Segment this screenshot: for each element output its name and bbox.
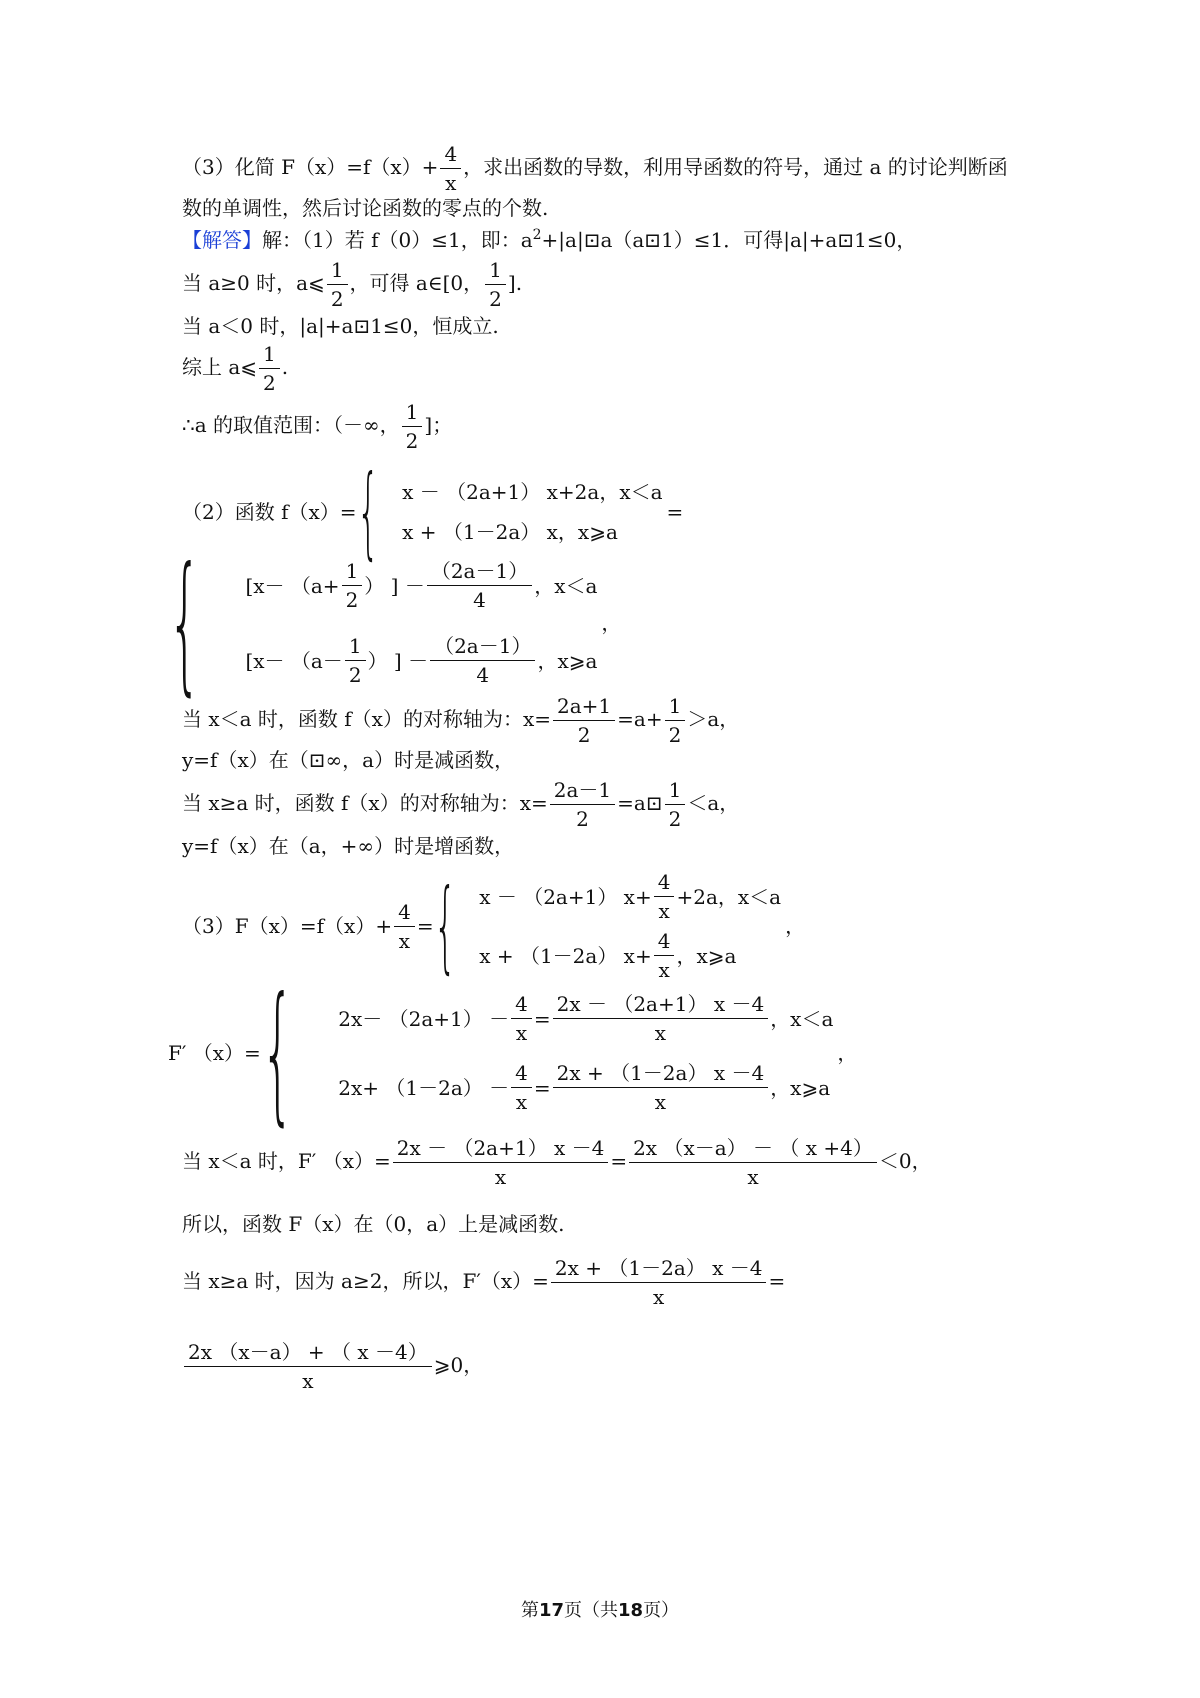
line-14 [182, 1256, 785, 1309]
label: F′ （x）= [168, 1041, 261, 1065]
fraction [342, 559, 363, 612]
text: +2a，x＜a [676, 884, 782, 909]
numerator: 4 [511, 992, 532, 1019]
text: x － （2a+1） x+ [479, 884, 652, 909]
fraction [629, 1136, 877, 1189]
fraction [345, 634, 366, 687]
denominator: x [494, 1165, 507, 1189]
fraction [327, 258, 348, 311]
text: ，x⩾a [537, 648, 598, 673]
page-footer [0, 1596, 1200, 1622]
text: [x－ （a－ [245, 648, 343, 673]
denominator: x [654, 1090, 667, 1114]
equals: = [533, 1075, 551, 1100]
denominator: 2 [577, 723, 591, 747]
denominator: 4 [476, 663, 490, 687]
piecewise-f [182, 453, 684, 570]
line-8 [182, 694, 739, 747]
case-1 [402, 480, 662, 504]
line-12 [182, 1136, 932, 1189]
text: ]； [424, 413, 453, 437]
fraction [550, 778, 615, 831]
text: 当 x≥a 时，函数 f（x）的对称轴为：x= [182, 791, 548, 815]
fraction [553, 1061, 769, 1114]
numerator: 2x － （2a+1） x －4 [553, 992, 769, 1019]
fraction [654, 870, 675, 923]
denominator: 4 [473, 588, 486, 612]
page-number: 17 [538, 1600, 564, 1621]
text: ∴a 的取值范围：（－∞， [182, 413, 400, 437]
text: 页） [643, 1600, 680, 1621]
answer-tag: 【解答】 [182, 228, 262, 252]
piecewise-F-prime [168, 966, 858, 1140]
text: ，x⩾a [770, 1075, 831, 1100]
numerator: 2x + （1－2a） x －4 [553, 1061, 769, 1088]
text: ） ] － [367, 648, 429, 673]
denominator: x [658, 958, 670, 982]
text: +|a|⊡a（a⊡1）≤1．可得|a|+a⊡1≤0， [541, 228, 917, 252]
cases [479, 870, 781, 982]
fraction [402, 400, 423, 453]
denominator: x [515, 1021, 528, 1045]
text: 当 x＜a 时，函数 f（x）的对称轴为：x= [182, 707, 551, 731]
text: 综上 a⩽ [182, 355, 258, 379]
text: 解：（1）若 f（0）≤1，即：a [262, 228, 533, 252]
cases [245, 559, 597, 687]
comma: ， [837, 1041, 858, 1065]
text: 2x+ （1－2a） － [338, 1075, 510, 1100]
text: （3）化简 F（x）=f（x）+ [182, 155, 439, 179]
piecewise-square [168, 536, 622, 710]
equals: = [533, 1006, 551, 1031]
equals: = [416, 914, 434, 938]
line-2: 数的单调性，然后讨论函数的零点的个数. [182, 196, 549, 220]
text: ＜0， [878, 1149, 932, 1173]
denominator: 2 [263, 371, 276, 395]
text: 第 [520, 1600, 539, 1621]
case-2 [245, 634, 597, 687]
text: 页（共 [564, 1600, 618, 1621]
label: （3）F（x）=f（x）+ [182, 914, 393, 938]
numerator: 2a+1 [553, 694, 615, 721]
case-2 [479, 929, 781, 982]
fraction [665, 778, 686, 831]
numerator: 1 [402, 400, 423, 427]
text: [x－ （a+ [245, 573, 340, 598]
page-total: 18 [618, 1600, 644, 1621]
denominator: 2 [330, 287, 344, 311]
line-11: y=f（x）在（a，+∞）时是增函数， [182, 834, 515, 858]
fraction [427, 559, 532, 612]
numerator: 4 [440, 142, 461, 169]
numerator: 1 [345, 634, 366, 661]
numerator: 2x － （2a+1） x －4 [393, 1136, 609, 1163]
line-15 [182, 1340, 483, 1393]
text: =a+ [617, 707, 663, 731]
line-10 [182, 778, 739, 831]
denominator: 2 [345, 588, 359, 612]
fraction [511, 1061, 532, 1114]
text: ＜a， [687, 791, 740, 815]
numerator: 1 [259, 342, 280, 369]
denominator: x [398, 928, 411, 953]
fraction [393, 1136, 609, 1189]
text: ，x＜a [770, 1006, 834, 1031]
numerator: 4 [394, 900, 415, 927]
text: 2x－ （2a+1） － [338, 1006, 510, 1031]
numerator: 2x + （1－2a） x －4 [551, 1256, 767, 1283]
denominator: 2 [348, 663, 362, 687]
case-1 [479, 870, 781, 923]
fraction [485, 258, 506, 311]
line-7 [182, 400, 452, 453]
fraction [259, 342, 280, 395]
fraction [440, 142, 461, 195]
fraction [184, 1340, 432, 1393]
cases [402, 480, 662, 544]
text: =a⊡ [617, 791, 663, 815]
fraction [511, 992, 532, 1045]
fraction [394, 900, 415, 953]
brace: { [168, 536, 202, 710]
numerator: 1 [665, 778, 686, 805]
denominator: x [747, 1165, 759, 1189]
numerator: 1 [665, 694, 686, 721]
text: 当 a≥0 时，a⩽ [182, 271, 325, 295]
denominator: x [654, 1021, 667, 1045]
fraction [553, 694, 615, 747]
brace: { [356, 453, 379, 570]
brace: { [260, 966, 295, 1140]
line-4 [182, 258, 522, 311]
comma: ， [785, 914, 806, 938]
text: ＞a， [687, 707, 740, 731]
line-6 [182, 342, 288, 395]
text: ，可得 a∈[0， [349, 271, 484, 295]
line-5: 当 a＜0 时，|a|+a⊡1≤0，恒成立. [182, 314, 499, 338]
fraction [654, 929, 675, 982]
numerator: 2x （x－a） + （ x －4） [184, 1340, 432, 1367]
denominator: x [445, 171, 457, 195]
case-text: x + （1－2a） x，x⩾a [402, 520, 618, 544]
equals: = [768, 1269, 786, 1293]
text: . [281, 355, 289, 379]
numerator: 4 [654, 929, 675, 956]
text: ⩾0， [433, 1353, 484, 1377]
numerator: 4 [654, 870, 675, 897]
brace: { [433, 867, 456, 984]
text: ，x＜a [534, 573, 598, 598]
numerator: 2a－1 [550, 778, 615, 805]
case-1 [245, 559, 597, 612]
case-1 [338, 992, 833, 1045]
denominator: 2 [668, 807, 682, 831]
fraction [553, 992, 769, 1045]
line-3 [182, 228, 916, 252]
comma: ， [601, 611, 622, 635]
numerator: （2a－1） [430, 634, 535, 661]
text: 当 x≥a 时，因为 a≥2，所以，F′（x）= [182, 1269, 549, 1293]
text: ]. [507, 271, 523, 295]
denominator: 2 [576, 807, 589, 831]
denominator: x [653, 1285, 665, 1309]
numerator: 2x （x－a） － （ x +4） [629, 1136, 877, 1163]
denominator: 2 [489, 287, 502, 311]
numerator: 1 [485, 258, 506, 285]
numerator: （2a－1） [427, 559, 532, 586]
denominator: x [515, 1090, 528, 1114]
equals: = [666, 500, 684, 524]
case-2 [402, 520, 662, 544]
case-2 [338, 1061, 833, 1114]
superscript: 2 [532, 227, 542, 243]
line-13: 所以，函数 F（x）在（0，a）上是减函数. [182, 1212, 565, 1236]
numerator: 1 [327, 258, 348, 285]
line-1 [182, 142, 1008, 195]
denominator: x [302, 1369, 314, 1393]
numerator: 4 [511, 1061, 532, 1088]
text: x + （1－2a） x+ [479, 943, 652, 968]
line-9: y=f（x）在（⊡∞，a）时是减函数， [182, 748, 515, 772]
fraction [430, 634, 535, 687]
text: ，求出函数的导数，利用导函数的符号，通过 a 的讨论判断函 [463, 155, 1008, 179]
fraction [665, 694, 686, 747]
equals: = [610, 1149, 628, 1173]
label: （2）函数 f（x）= [182, 500, 357, 524]
text: ） ] － [364, 573, 425, 598]
numerator: 1 [342, 559, 363, 586]
denominator: 2 [405, 429, 419, 453]
text: 当 x＜a 时，F′ （x）= [182, 1149, 391, 1173]
text: ，x⩾a [676, 943, 737, 968]
case-text: x － （2a+1） x+2a，x＜a [402, 480, 663, 504]
cases [338, 992, 833, 1114]
denominator: x [658, 899, 670, 923]
denominator: 2 [668, 723, 682, 747]
fraction [551, 1256, 767, 1309]
